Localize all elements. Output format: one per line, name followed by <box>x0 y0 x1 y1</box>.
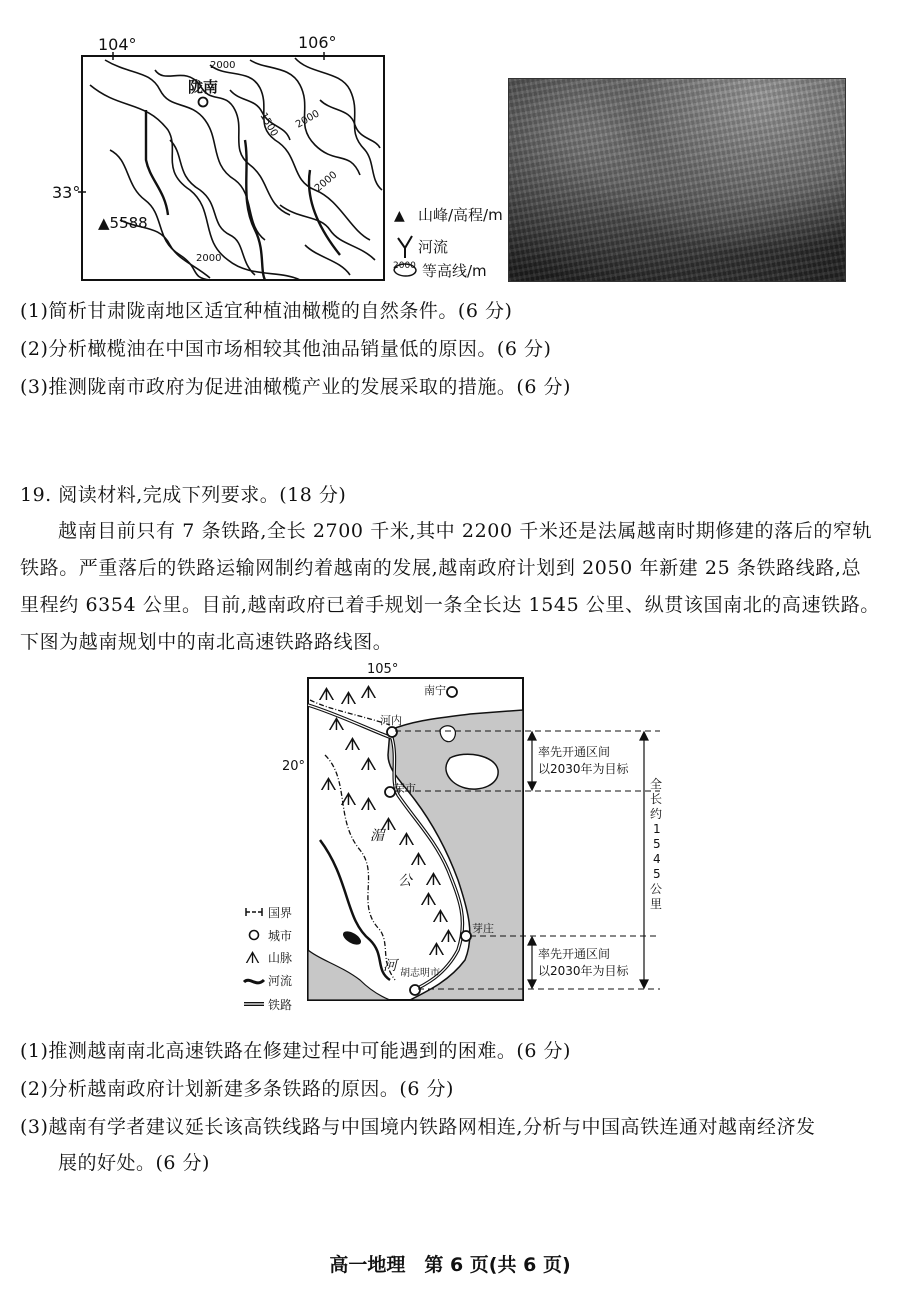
annotation-bottom-line-1: 率先开通区间 <box>538 947 611 961</box>
svg-text:ᗑ: ᗑ <box>440 926 457 947</box>
svg-text:ᗑ: ᗑ <box>398 829 415 850</box>
svg-text:4: 4 <box>653 852 661 866</box>
legend-peak-icon: ▲ <box>394 208 405 224</box>
annotation-top-line-1: 率先开通区间 <box>538 745 611 759</box>
city-hanoi-marker <box>387 727 397 737</box>
map2-lat: 20° <box>282 759 306 774</box>
map1-contour-value: 2000 <box>294 108 322 131</box>
map2-lon: 105° <box>367 662 399 677</box>
legend-contour-label: 等高线/m <box>422 262 487 280</box>
olive-terrace-photo <box>508 78 846 282</box>
map1-contour-value: 2000 <box>312 169 340 195</box>
svg-text:长: 长 <box>650 792 663 806</box>
map1-peak-label: ▲5588 <box>98 214 148 232</box>
svg-text:ᗑ: ᗑ <box>420 889 437 910</box>
city-nanning-label: 南宁 <box>424 684 446 697</box>
legend-river-label: 河流 <box>268 974 293 988</box>
q19-item-1: (1)推测越南南北高速铁路在修建过程中可能遇到的困难。(6 分) <box>20 1040 571 1062</box>
legend-peak-label: 山峰/高程/m <box>418 206 503 224</box>
svg-text:公: 公 <box>650 882 663 896</box>
svg-text:里: 里 <box>650 897 663 911</box>
legend-mountain-icon: ᗑ <box>245 948 261 967</box>
page-footer: 高一地理 第 6 页(共 6 页) <box>329 1254 571 1276</box>
map1-contour-lines <box>90 58 382 280</box>
map2-river-char: 湄 <box>370 828 384 844</box>
q19-paragraph-line: 下图为越南规划中的南北高速铁路路线图。 <box>20 631 393 653</box>
legend-border-label: 国界 <box>268 906 293 920</box>
total-length-label <box>650 776 662 911</box>
svg-text:1: 1 <box>653 822 661 836</box>
map1-frame <box>82 56 384 280</box>
legend-city-label: 城市 <box>268 929 293 943</box>
svg-text:ᗑ: ᗑ <box>410 849 427 870</box>
svg-text:ᗑ: ᗑ <box>425 869 442 890</box>
legend-river-label: 河流 <box>418 238 449 256</box>
map1-city-label: 陇南 <box>188 78 219 96</box>
svg-text:5: 5 <box>653 837 661 851</box>
svg-text:ᗑ: ᗑ <box>360 754 377 775</box>
q19-item-2: (2)分析越南政府计划新建多条铁路的原因。(6 分) <box>20 1078 454 1100</box>
q18-item-2: (2)分析橄榄油在中国市场相较其他油品销量低的原因。(6 分) <box>20 338 552 360</box>
svg-text:ᗑ: ᗑ <box>360 682 377 703</box>
q19-title: 19. 阅读材料,完成下列要求。(18 分) <box>20 484 347 506</box>
city-nhatrang-marker <box>461 931 471 941</box>
annotation-bottom-line-2: 以2030年为目标 <box>538 964 629 978</box>
svg-text:ᗑ: ᗑ <box>318 684 335 705</box>
svg-text:ᗑ: ᗑ <box>344 734 361 755</box>
city-nhatrang-label: 芽庄 <box>472 922 494 935</box>
city-hanoi-label: 河内 <box>380 714 402 727</box>
map1-contour-value: 2000 <box>196 253 222 264</box>
map1-contour-value: 2000 <box>210 60 236 71</box>
q19-paragraph-line: 里程约 6354 公里。目前,越南政府已着手规划一条全长达 1545 公里、纵贯该国南北的高速铁路。 <box>20 594 880 616</box>
map2-river-char: 河 <box>383 958 397 974</box>
q18-item-1: (1)简析甘肃陇南地区适宜种植油橄榄的自然条件。(6 分) <box>20 300 513 322</box>
svg-text:ᗑ: ᗑ <box>360 794 377 815</box>
legend-railway-label: 铁路 <box>268 998 293 1012</box>
svg-text:ᗑ: ᗑ <box>320 774 337 795</box>
city-hcmc-marker <box>410 985 420 995</box>
q18-item-3: (3)推测陇南市政府为促进油橄榄产业的发展采取的措施。(6 分) <box>20 376 571 398</box>
svg-text:5: 5 <box>653 867 661 881</box>
legend-contour-sample: 2000 <box>393 261 416 271</box>
svg-text:全: 全 <box>650 777 663 791</box>
q19-item-3: (3)越南有学者建议延长该高铁线路与中国境内铁路网相连,分析与中国高铁连通对越南经济发 <box>20 1116 816 1138</box>
map1-lon-left: 104° <box>98 35 137 54</box>
svg-text:ᗑ: ᗑ <box>432 906 449 927</box>
city-nanning-marker <box>447 687 457 697</box>
svg-text:ᗑ: ᗑ <box>328 714 345 735</box>
map1-city-marker <box>199 98 208 107</box>
svg-text:ᗑ: ᗑ <box>380 814 397 835</box>
map2-river-char: 公 <box>398 873 412 889</box>
svg-text:ᗑ: ᗑ <box>428 939 445 960</box>
annotation-top-line-2: 以2030年为目标 <box>538 762 629 776</box>
legend-city-icon <box>250 931 259 940</box>
q19-paragraph-line: 铁路。严重落后的铁路运输网制约着越南的发展,越南政府计划到 2050 年新建 25 条铁路线路,总 <box>20 557 862 579</box>
q19-paragraph-line: 越南目前只有 7 条铁路,全长 2700 千米,其中 2200 千米还是法属越南时期修建的落后的窄轨 <box>58 520 873 542</box>
map2-legend <box>244 906 292 1012</box>
legend-river-icon <box>244 980 264 983</box>
svg-text:约: 约 <box>650 807 663 821</box>
legend-river-icon <box>398 236 412 258</box>
map1-lon-right: 106° <box>298 33 337 52</box>
city-vinh-label: 荣市 <box>394 782 416 795</box>
svg-text:ᗑ: ᗑ <box>340 688 357 709</box>
legend-mountain-label: 山脉 <box>268 951 293 965</box>
q19-item-3-cont: 展的好处。(6 分) <box>58 1152 210 1174</box>
svg-text:ᗑ: ᗑ <box>340 789 357 810</box>
map1-contour-value: 1500 <box>257 111 280 139</box>
longnan-contour-map <box>50 30 503 290</box>
map1-lat: 33° <box>52 183 81 202</box>
vietnam-railway-map <box>240 660 680 1020</box>
map1-legend <box>393 206 503 280</box>
city-hcmc-label: 胡志明市 <box>400 968 440 979</box>
